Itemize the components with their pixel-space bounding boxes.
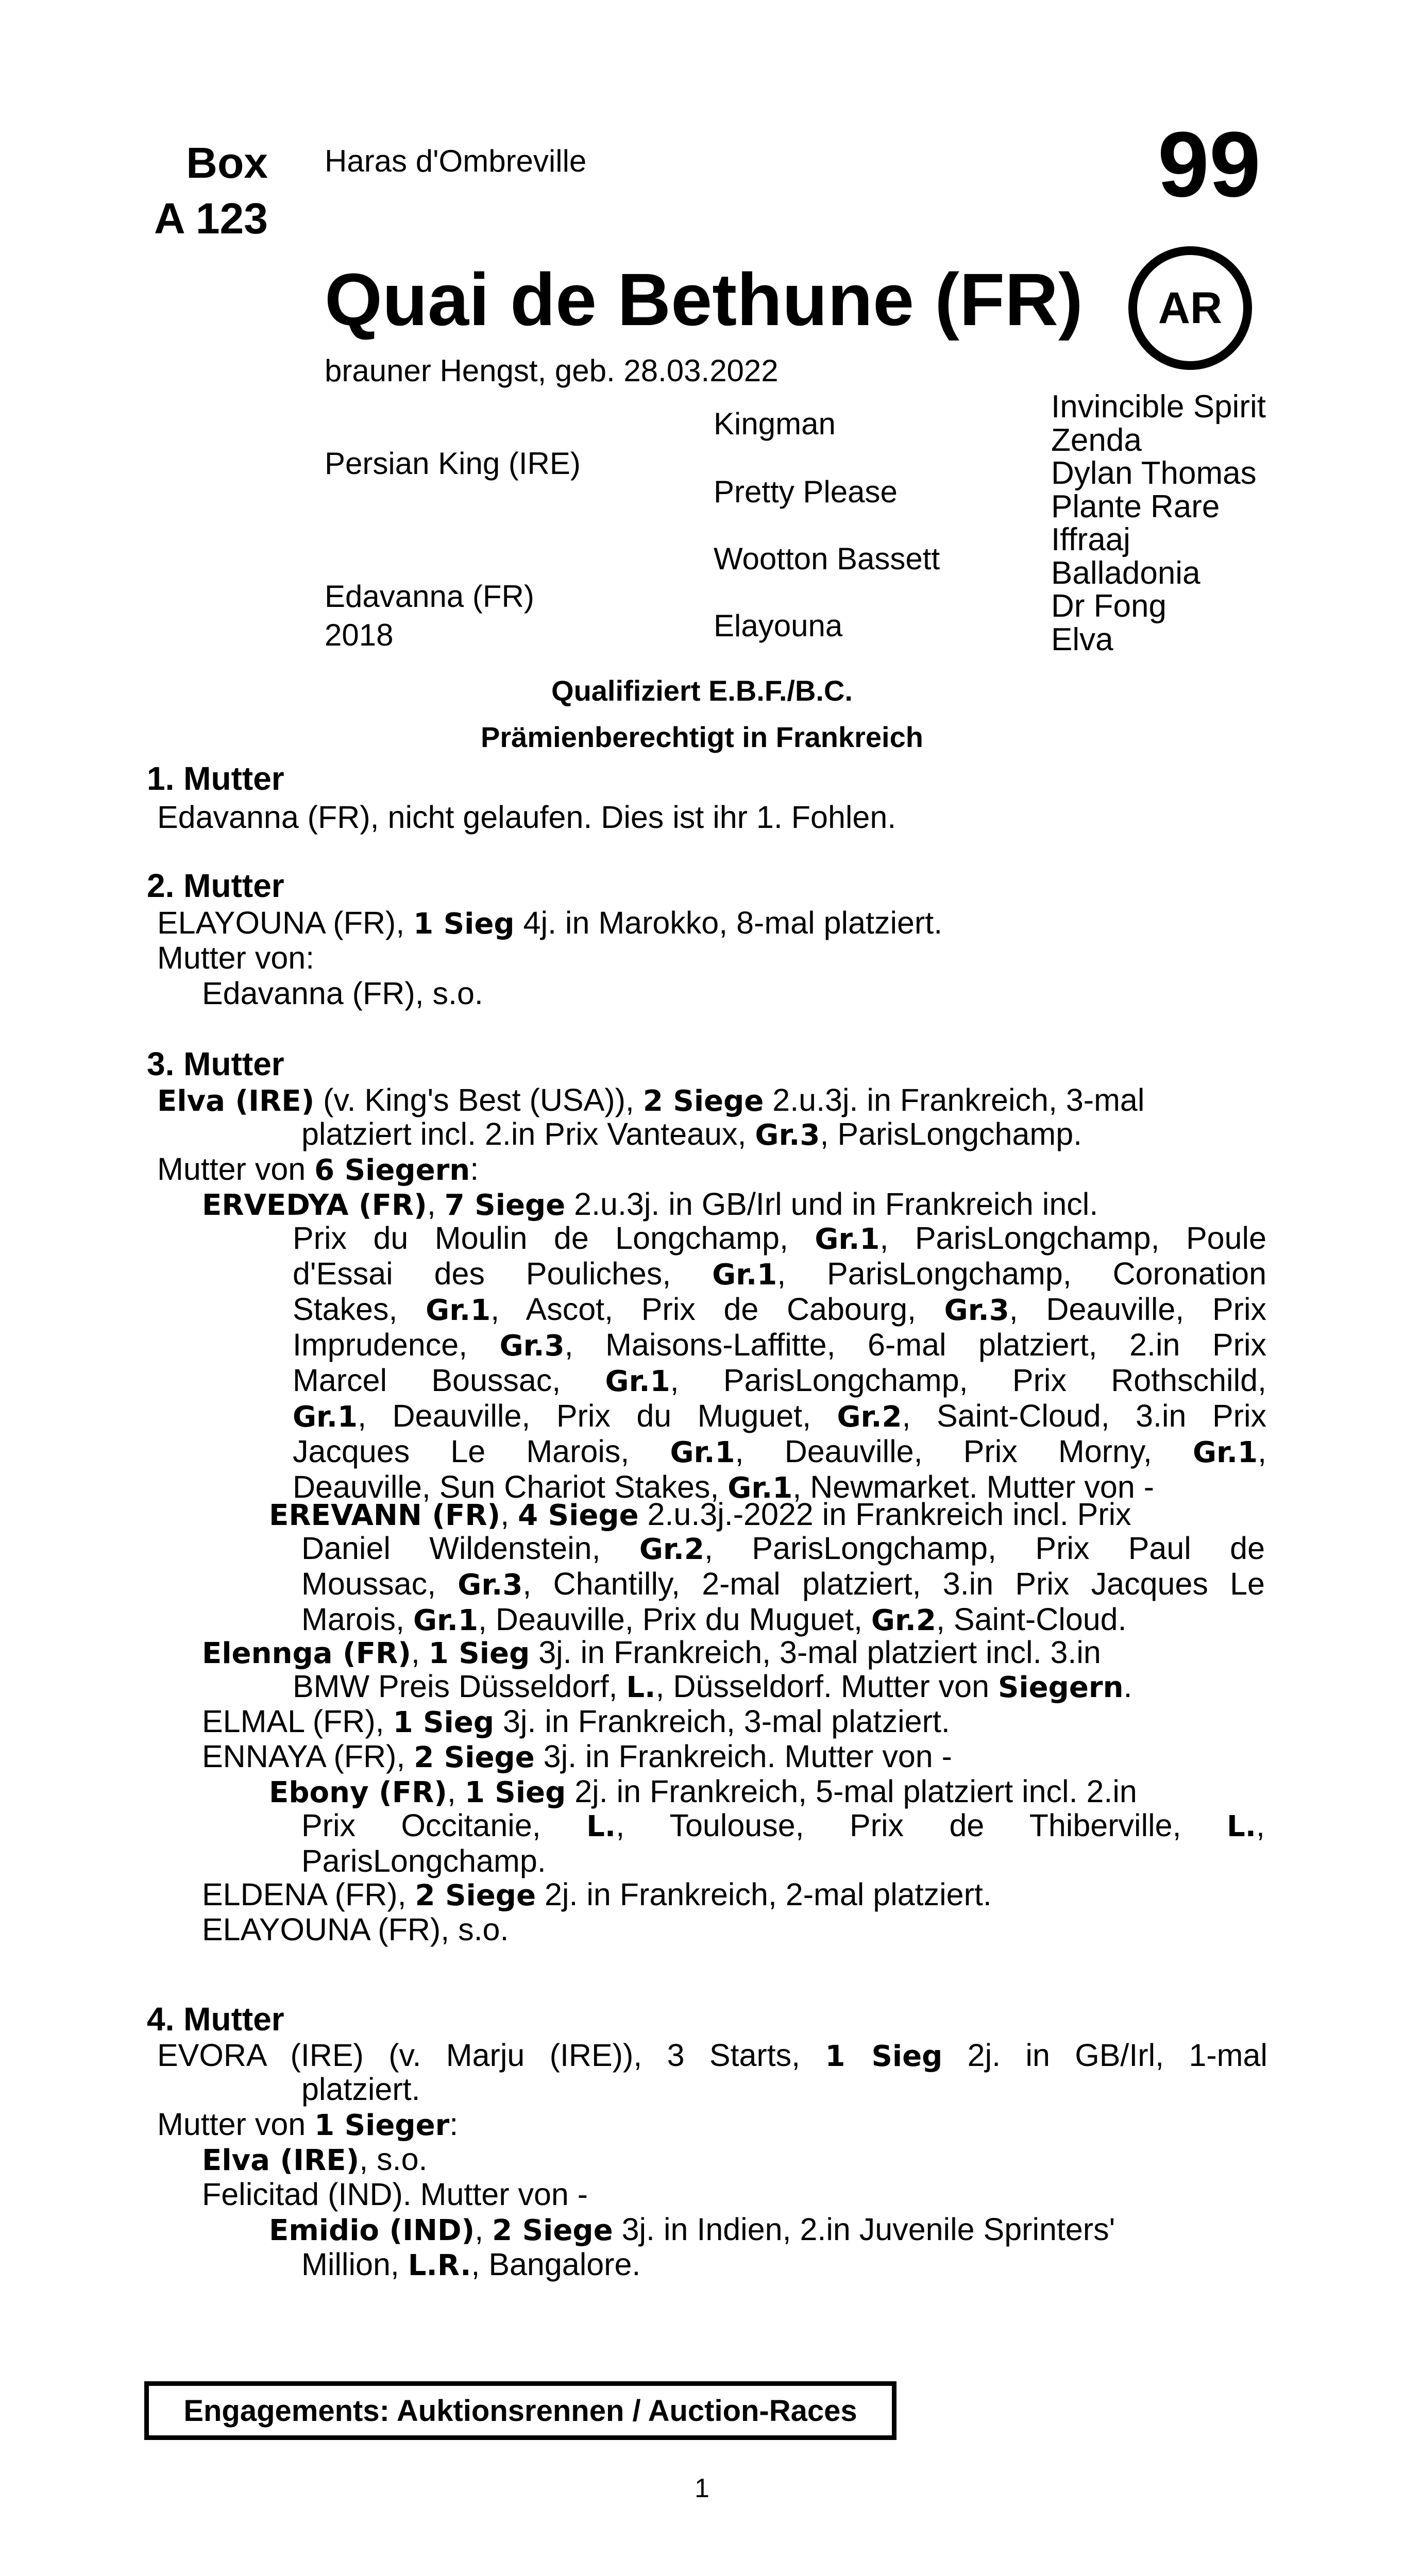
pedigree-dam-year: 2018 [325,618,394,652]
engagements-box [144,2381,896,2440]
erevann-line: EREVANN (FR), 4 Siege 2.u.3j.-2022 in Frankreich incl. Prix [269,1497,1131,1532]
horse-description: brauner Hengst, geb. 28.03.2022 [325,353,779,388]
elennga-line: Elennga (FR), 1 Sieg 3j. in Frankreich, 3-mal platziert incl. 3.in [202,1635,1101,1670]
detail-line: Prix Occitanie, L., Toulouse, Prix de Thiberville, L., [301,1808,1265,1843]
pedigree-grandparent: Pretty Please [714,474,898,509]
ar-badge-label: AR [1158,283,1223,333]
ervedya-details [293,1221,1266,1505]
detail-line: Marois, Gr.1, Deauville, Prix du Muguet, Gr.2, Saint-Cloud. [301,1602,1127,1637]
ar-badge [1128,246,1252,370]
section2-line: ELAYOUNA (FR), 1 Sieg 4j. in Marokko, 8-mal platziert. [157,905,943,941]
ervedya-line: ERVEDYA (FR), 7 Siege 2.u.3j. in GB/Irl und in Frankreich incl. [202,1187,1098,1222]
breeder: Haras d'Ombreville [325,144,587,178]
lot-number: 99 [1157,113,1261,216]
evora-line: platziert. [301,2072,420,2107]
section-title: 1. Mutter [147,760,284,797]
elmal-line: ELMAL (FR), 1 Sieg 3j. in Frankreich, 3-mal platziert. [202,1704,950,1739]
pedigree-dam: Edavanna (FR) [325,579,534,614]
detail-line: Marcel Boussac, Gr.1, ParisLongchamp, Prix Rothschild, [293,1363,1267,1398]
pedigree-great-grandparent: Dr Fong [1051,588,1166,624]
pedigree-great-grandparent: Invincible Spirit [1051,389,1266,425]
horse-name: Quai de Bethune (FR) [325,258,1083,341]
section-title: 3. Mutter [147,1045,284,1082]
pedigree-grandparent: Wootton Bassett [714,541,940,576]
pedigree-great-grandparent: Elva [1051,621,1113,657]
detail-line: Jacques Le Marois, Gr.1, Deauville, Prix Morny, Gr.1, [293,1434,1267,1469]
qualification: Qualifiziert E.B.F./B.C. [551,674,853,707]
evora-line: EVORA (IRE) (v. Marju (IRE)), 3 Starts, 1 Sieg 2j. in GB/Irl, 1-mal [157,2038,1267,2073]
page-number: 1 [695,2473,709,2503]
pedigree-grandparent: Kingman [714,406,836,441]
detail-line: Prix du Moulin de Longchamp, Gr.1, ParisLongchamp, Poule [293,1221,1266,1256]
section-title: 4. Mutter [147,2001,284,2038]
detail-line: Stakes, Gr.1, Ascot, Prix de Cabourg, Gr.3, Deauville, Prix [293,1292,1266,1327]
pedigree-great-grandparent: Zenda [1051,422,1142,458]
box-label: Box [186,139,268,187]
detail-line: Moussac, Gr.3, Chantilly, 2-mal platziert, 3.in Prix Jacques Le [301,1566,1265,1602]
detail-line: Deauville, Sun Chariot Stakes, Gr.1, Newmarket. Mutter von - [293,1469,1155,1505]
pedigree-grandparent: Elayouna [714,608,843,643]
elayouna-line: ELAYOUNA (FR), s.o. [202,1912,509,1947]
detail-line: Imprudence, Gr.3, Maisons-Laffitte, 6-mal platziert, 2.in Prix [293,1327,1266,1363]
elva-line: platziert incl. 2.in Prix Vanteaux, Gr.3, ParisLongchamp. [301,1116,1082,1152]
qualification: Prämienberechtigt in Frankreich [481,721,923,753]
pedigree-great-grandparent: Plante Rare [1051,488,1220,524]
elennga-line: BMW Preis Düsseldorf, L., Düsseldorf. Mutter von Siegern. [293,1669,1132,1704]
ebony-details [301,1808,1265,1878]
detail-line: Daniel Wildenstein, Gr.2, ParisLongchamp, Prix Paul de [301,1531,1265,1566]
mutter-von-line: Mutter von 6 Siegern: [157,1151,479,1187]
mutter-von-line: Mutter von 1 Sieger: [157,2107,459,2142]
pedigree-great-grandparent: Dylan Thomas [1051,455,1257,491]
section2-line: Mutter von: [157,940,315,975]
emidio-line: Million, L.R., Bangalore. [301,2247,641,2282]
detail-line: Gr.1, Deauville, Prix du Muguet, Gr.2, Saint-Cloud, 3.in Prix [293,1398,1266,1434]
erevann-details [301,1531,1265,1638]
box-number: A 123 [154,194,268,243]
ennaya-line: ENNAYA (FR), 2 Siege 3j. in Frankreich. Mutter von - [202,1739,952,1774]
pedigree-great-grandparent: Iffraaj [1051,522,1130,557]
pedigree-great-grandparents [1051,391,1266,656]
section1-text: Edavanna (FR), nicht gelaufen. Dies ist ihr 1. Fohlen. [157,800,896,835]
pedigree-sire: Persian King (IRE) [325,446,581,481]
detail-line: ParisLongchamp. [301,1843,546,1878]
section2-line: Edavanna (FR), s.o. [202,976,483,1011]
elva-line: Elva (IRE), s.o. [202,2142,428,2177]
section-title: 2. Mutter [147,867,284,904]
ebony-line: Ebony (FR), 1 Sieg 2j. in Frankreich, 5-mal platziert incl. 2.in [269,1774,1137,1809]
engagements-text: Engagements: Auktionsrennen / Auction-Races [183,2394,857,2428]
pedigree-great-grandparent: Balladonia [1051,555,1200,591]
felicitad-line: Felicitad (IND). Mutter von - [202,2177,588,2212]
detail-line: d'Essai des Pouliches, Gr.1, ParisLongchamp, Coronation [293,1256,1266,1292]
emidio-line: Emidio (IND), 2 Siege 3j. in Indien, 2.in Juvenile Sprinters' [269,2212,1115,2247]
eldena-line: ELDENA (FR), 2 Siege 2j. in Frankreich, 2-mal platziert. [202,1877,992,1912]
elva-line: Elva (IRE) (v. King's Best (USA)), 2 Siege 2.u.3j. in Frankreich, 3-mal [157,1082,1145,1118]
